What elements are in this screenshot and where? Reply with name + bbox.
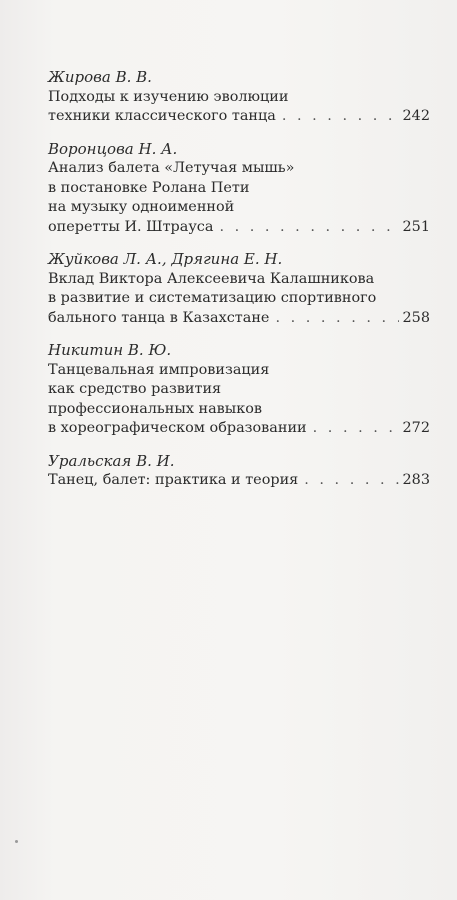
entry-author: Жуйкова Л. А., Дрягина Е. Н. [48, 250, 283, 268]
dot-leader [219, 218, 398, 238]
dot-leader [275, 309, 398, 329]
entry-title-last-line [48, 419, 430, 439]
dot-leader [304, 471, 398, 491]
toc-entry [48, 452, 430, 491]
entry-title-line: профессиональных навыков [48, 400, 262, 417]
toc-entry [48, 250, 430, 328]
entry-author: Воронцова Н. А. [48, 139, 178, 158]
entry-title-line: как средство развития [48, 381, 222, 397]
entry-title-line: оперетты И. Штрауса [48, 218, 214, 235]
dot-leader [282, 107, 399, 127]
entry-author: Жирова В. В. [48, 68, 152, 86]
entry-title-line: на музыку одноименной [48, 199, 235, 215]
entry-title-line: Подходы к изучению эволюции [48, 88, 289, 105]
toc-entry [48, 140, 430, 238]
entry-title-line: техники классического танца [48, 108, 276, 124]
entry-title-line: Танец, балет: практика и теория [48, 472, 299, 488]
entry-title-line: в постановке Ролана Пети [48, 179, 250, 196]
entry-page-number: 272 [402, 420, 430, 436]
entry-author: Никитин В. Ю. [48, 341, 172, 359]
entry-title-last-line [48, 218, 430, 238]
dot-leader [313, 419, 399, 439]
entry-title-last-line [48, 309, 430, 329]
entry-title-line: Вклад Виктора Алексеевича Калашникова [48, 270, 375, 287]
toc-entry [48, 341, 430, 439]
entry-page-number: 258 [402, 309, 430, 326]
entry-page-number: 242 [402, 108, 430, 124]
toc-entry [48, 68, 430, 127]
paper-speck [15, 840, 18, 843]
entry-page-number: 283 [402, 472, 430, 488]
entry-title-line: в хореографическом образовании [48, 420, 307, 436]
entry-title-line: Танцевальная импровизация [48, 361, 270, 378]
entry-title-last-line [48, 471, 430, 491]
entry-page-number: 251 [402, 218, 430, 235]
entry-title-line: Анализ балета «Летучая мышь» [48, 160, 295, 176]
entry-title-line: в развитие и систематизацию спортивного [48, 290, 377, 306]
entry-author: Уральская В. И. [48, 451, 175, 470]
entry-title-last-line [48, 107, 430, 127]
entry-title-line: бального танца в Казахстане [48, 309, 270, 326]
table-of-contents [48, 68, 430, 504]
